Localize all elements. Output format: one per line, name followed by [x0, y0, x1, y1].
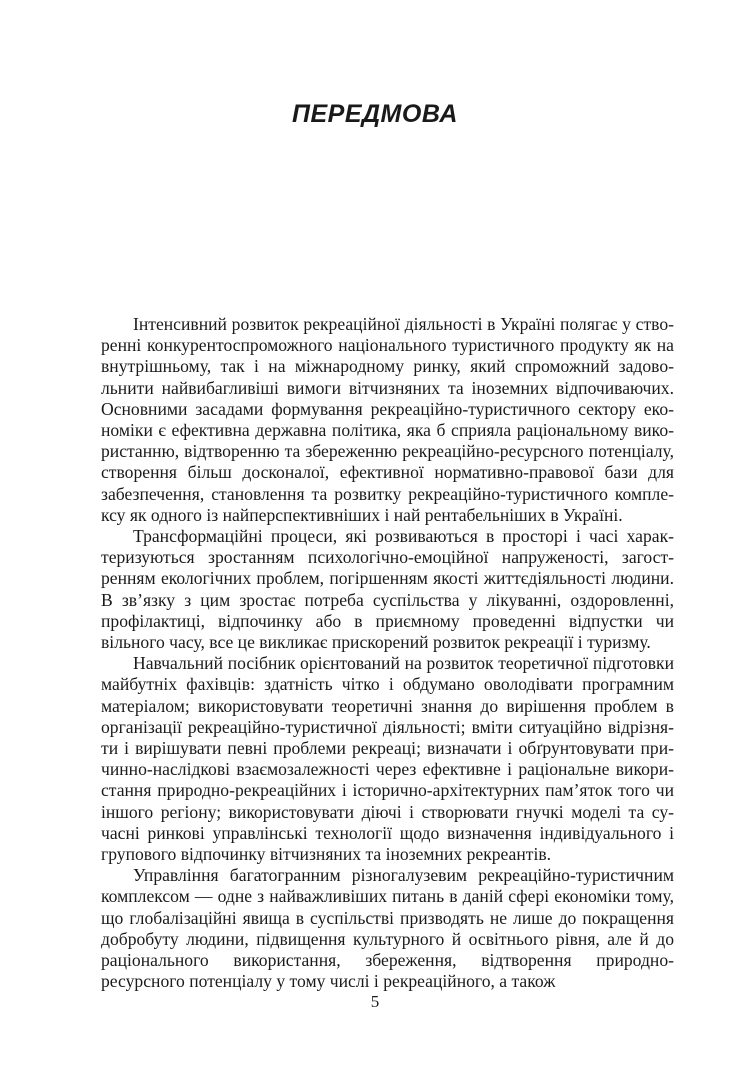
paragraph-1: Інтенсивний розвиток рекреаційної діяльності в Україні полягає у створенні конкурентоспроможного національного туристичного продукту як на внутрішньому, так і на міжнародному ринку, який спроможний задовольнити найвибагливіші вимоги вітчизняних та іноземних відпочиваючих. Основними засадами формування рекреаційно-туристичного сектору економіки є ефективна державна політика, яка б сприяла раціональному використанню, відтворенню та збереженню рекреаційно-ресурсного потенціалу, створення більш досконалої, ефективної нормативно-правової бази для забезпечення, становлення та розвитку рекреаційно-туристичного комплексу як одного із найперспективніших і най рентабельніших в Україні.	[101, 314, 674, 525]
paragraph-3: Навчальний посібник орієнтований на розвиток теоретичної підготовки майбутніх фахівців: здатність чітко і обдумано оволодівати програмним матеріалом; використовувати теоретичні знання до вирішення проблем в організації рекреаційно-туристичної діяльності; вміти ситуаційно відрізняти і вирішувати певні проблеми рекреаці; визначати і обґрунтовувати причинно-наслідкові взаємозалежності через ефективне і раціональне використання природно-рекреаційних і історично-архітектурних пам’яток того чи іншого регіону; використовувати діючі і створювати гнучкі моделі та сучасні ринкові управлінські технології щодо визначення індивідуального і групового відпочинку вітчизняних та іноземних рекреантів.	[101, 653, 674, 865]
page-title: ПЕРЕДМОВА	[292, 100, 458, 128]
paragraph-4: Управління багатогранним різногалузевим рекреаційно-туристичним комплексом — одне з найважливіших питань в даній сфері економіки тому, що глобалізаційні явища в суспільстві призводять не лише до покращення добробуту людини, підвищення культурного й освітнього рівня, але й до раціонального використання, збереження, відтворення природно-ресурсного потенціалу у тому числі і рекреаційного, а також	[101, 865, 674, 992]
paragraph-2: Трансформаційні процеси, які розвиваються в просторі і часі характеризуються зростанням психологічно-емоційної напруженості, загостренням екологічних проблем, погіршенням якості життєдіяльності людини. В зв’язку з цим зростає потреба суспільства у лікуванні, оздоровленні, профілактиці, відпочинку або в приємному проведенні відпустки чи вільного часу, все це викликає прискорений розвиток рекреації і туризму.	[101, 526, 674, 653]
page-number: 5	[370, 992, 380, 1011]
body-text	[101, 314, 674, 993]
